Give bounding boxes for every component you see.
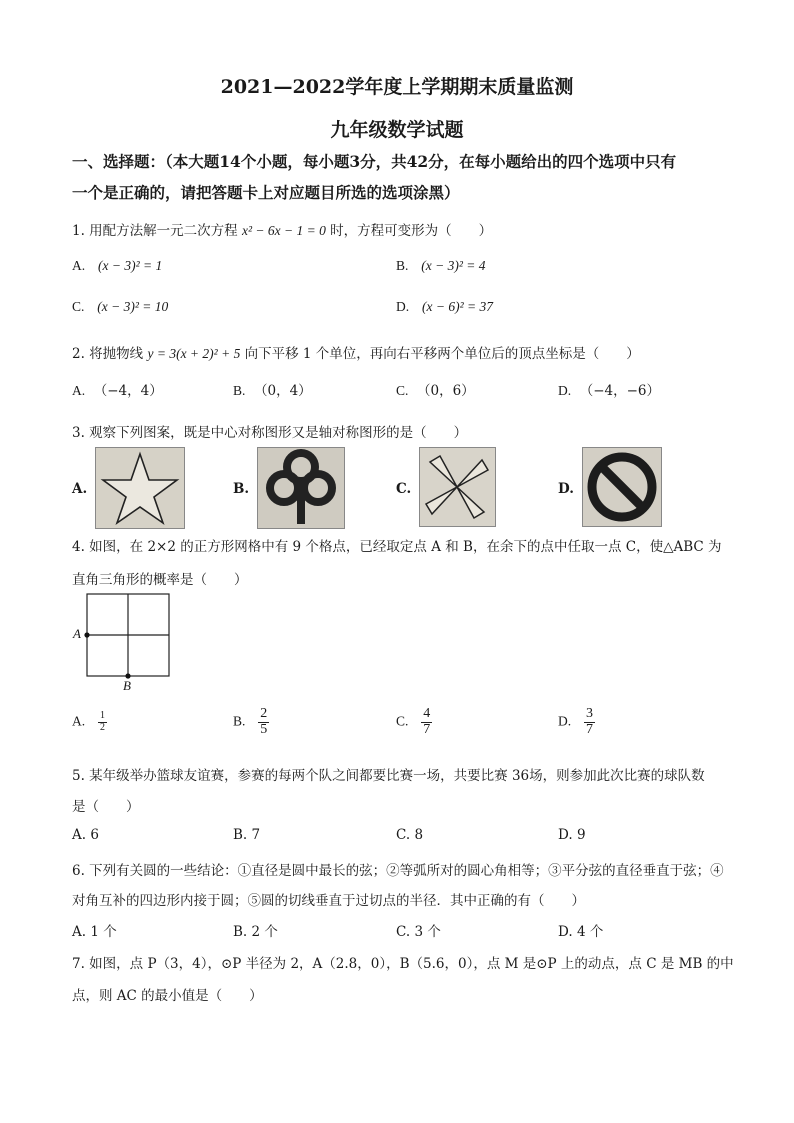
- q4-option-d[interactable]: [558, 707, 595, 737]
- fraction: [258, 707, 269, 737]
- q3-option-d-label[interactable]: D.: [558, 481, 574, 497]
- question-6-line2: 对角互补的四边形内接于圆；⑤圆的切线垂直于过切点的半径．其中正确的有（ ）: [72, 893, 585, 909]
- option-label: A.: [72, 713, 86, 729]
- question-1-stem-pre: 1. 用配方法解一元二次方程: [72, 223, 238, 239]
- q2-option-a[interactable]: [72, 379, 163, 399]
- option-text: 9: [576, 827, 586, 843]
- option-text: 2 个: [251, 924, 278, 940]
- question-7-line1: 7. 如图，点 P（3，4），⊙P 半径为 2，A（2.8，0），B（5.6，0），点 M 是⊙P 上的动点，点 C 是 MB 的中: [72, 956, 734, 972]
- option-label: D.: [558, 827, 573, 843]
- fraction: [98, 711, 107, 733]
- q6-option-c[interactable]: [396, 920, 441, 940]
- option-label: D.: [558, 383, 572, 398]
- numerator: 3: [586, 706, 593, 721]
- option-label: C.: [396, 827, 411, 843]
- grid-diagram: [70, 592, 180, 692]
- point-a-label: A: [73, 626, 81, 641]
- option-label: B.: [396, 258, 409, 273]
- q6-option-b[interactable]: [233, 920, 278, 940]
- q5-option-d[interactable]: [558, 827, 586, 843]
- question-6-line1: 6. 下列有关圆的一些结论：①直径是圆中最长的弦；②等弧所对的圆心角相等；③平分弦的直径垂直于弦；④: [72, 863, 724, 879]
- option-label: A.: [72, 383, 86, 398]
- option-text: 3 个: [414, 924, 441, 940]
- q2-option-d[interactable]: [558, 379, 660, 399]
- option-label: C.: [396, 924, 411, 940]
- section-heading-line2: 一个是正确的，请把答题卡上对应题目所选的选项涂黑）: [72, 183, 460, 202]
- question-2-equation: y = 3(x + 2)² + 5: [147, 346, 241, 361]
- q1-option-b[interactable]: [396, 258, 486, 274]
- q4-option-c[interactable]: [396, 707, 432, 737]
- question-5-line1: 5. 某年级举办篮球友谊赛，参赛的每两个队之间都要比赛一场，共要比赛 36场，则参加此次比赛的球队数: [72, 768, 705, 784]
- option-label: C.: [396, 713, 409, 729]
- q3-option-b-label[interactable]: B.: [233, 481, 250, 497]
- q5-option-b[interactable]: [233, 827, 260, 843]
- question-4-line1: 4. 如图，在 2×2 的正方形网格中有 9 个格点，已经取定点 A 和 B，在余下的点中任取一点 C，使△ABC 为: [72, 539, 722, 555]
- q3-option-a-label[interactable]: A.: [72, 481, 88, 497]
- question-2-stem-pre: 2. 将抛物线: [72, 346, 144, 362]
- fraction: [584, 707, 595, 737]
- question-3: 3. 观察下列图案，既是中心对称图形又是轴对称图形的是（ ）: [72, 425, 468, 441]
- option-label: B.: [233, 827, 248, 843]
- question-5-line2: 是（ ）: [72, 799, 140, 815]
- denominator: 7: [423, 721, 431, 737]
- denominator: 7: [586, 721, 593, 737]
- option-label: C.: [396, 383, 409, 398]
- question-1-equation: x² − 6x − 1 = 0: [241, 223, 326, 238]
- option-label: B.: [233, 924, 248, 940]
- three-rings-figure: [257, 447, 345, 529]
- q4-option-a[interactable]: [72, 711, 107, 733]
- exam-subtitle: 九年级数学试题: [330, 119, 464, 141]
- option-math: (x − 3)² = 10: [97, 299, 169, 314]
- option-text: （0，4）: [253, 383, 312, 399]
- option-math: (x − 6)² = 37: [422, 299, 494, 314]
- q5-option-a[interactable]: [72, 827, 99, 843]
- option-label: D.: [558, 713, 572, 729]
- fraction: [421, 707, 432, 737]
- q1-option-c[interactable]: [72, 299, 168, 315]
- option-label: B.: [233, 713, 246, 729]
- question-1-stem-post: 时，方程可变形为（ ）: [330, 223, 493, 239]
- q4-option-b[interactable]: [233, 707, 269, 737]
- numerator: 2: [260, 706, 268, 721]
- denominator: 5: [260, 721, 268, 737]
- prohibition-sign-figure: [582, 447, 662, 527]
- question-2: [72, 342, 640, 362]
- numerator: 4: [423, 706, 431, 721]
- point-b-label: B: [123, 678, 131, 693]
- option-label: B.: [233, 383, 246, 398]
- q6-option-a[interactable]: [72, 920, 117, 940]
- section-heading-line1: 一、选择题：（本大题14个小题，每小题3分，共42分，在每小题给出的四个选项中只有: [72, 152, 677, 171]
- option-label: A.: [72, 827, 87, 843]
- q2-option-b[interactable]: [233, 379, 312, 399]
- question-7-line2: 点，则 AC 的最小值是（ ）: [72, 988, 263, 1004]
- option-text: 4 个: [576, 924, 604, 940]
- option-label: D.: [396, 299, 410, 314]
- question-2-stem-post: 向下平移 1 个单位，再向右平移两个单位后的顶点坐标是（ ）: [244, 346, 640, 362]
- option-math: (x − 3)² = 4: [421, 258, 486, 273]
- option-text: （0，6）: [416, 383, 475, 399]
- option-text: 8: [414, 827, 424, 843]
- option-math: (x − 3)² = 1: [98, 258, 163, 273]
- option-text: （−4，4）: [93, 383, 163, 399]
- option-text: 7: [251, 827, 261, 843]
- q6-option-d[interactable]: [558, 920, 603, 940]
- pinwheel-figure: [419, 447, 496, 527]
- star-outline-figure: [95, 447, 185, 529]
- q5-option-c[interactable]: [396, 827, 423, 843]
- option-text: （−4，−6）: [579, 383, 661, 399]
- option-text: 6: [90, 827, 99, 843]
- option-label: A.: [72, 258, 86, 273]
- q1-option-a[interactable]: [72, 258, 162, 274]
- option-label: D.: [558, 924, 573, 940]
- exam-title: 2021—2022学年度上学期期末质量监测: [220, 76, 574, 98]
- q1-option-d[interactable]: [396, 299, 493, 315]
- q2-option-c[interactable]: [396, 379, 475, 399]
- q3-option-c-label[interactable]: C.: [396, 481, 412, 497]
- option-label: C.: [72, 299, 85, 314]
- question-1: [72, 219, 492, 239]
- numerator: 1: [100, 710, 105, 721]
- denominator: 2: [100, 721, 105, 733]
- option-text: 1 个: [90, 924, 117, 940]
- option-label: A.: [72, 924, 87, 940]
- question-4-line2: 直角三角形的概率是（ ）: [72, 572, 248, 588]
